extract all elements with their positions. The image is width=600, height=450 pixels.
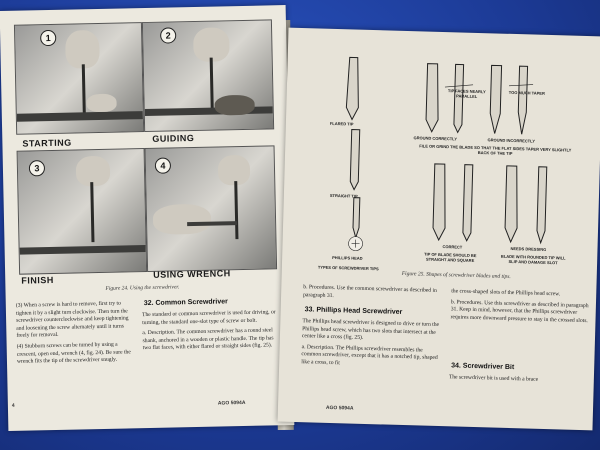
label-ground-incorrectly: GROUND INCORRECTLY [487,137,535,144]
photo-number-4: 4 [155,157,171,173]
label-straight-tip: STRAIGHT TIP [329,192,358,199]
label-correct-note: TIP OF BLADE SHOULD BE STRAIGHT AND SQUARE [424,251,477,263]
photo-starting-1 [14,22,144,135]
label-ground-correctly: GROUND CORRECTLY [413,135,458,142]
right-page [278,28,600,431]
paragraph: b. Procedures. Use this screwdriver as described in paragraph 31. Keep in mind, however, that the Phillips screwdriver requires more downward pressure to stay in the crossed slots. [450,298,589,324]
page-footer: AGO 5094A [325,404,354,412]
label-phillips-head: PHILLIPS HEAD [332,254,363,261]
figure-caption: Figure 25. Shapes of screwdriver blades and tips. [401,270,511,280]
label-tip-faces: TIP FACES NEARLY PARALLEL [447,88,486,99]
paragraph: (3) When a screw is hard to remove, first try to tighten it by a slight turn clockwise. Then turn the screwdriver counterclockwise and keep tightening and loosening the screw alternately until it turns freely for removal. [15,300,129,340]
label-needs-dressing-note: BLADE WITH ROUNDED TIP WILL SLIP AND DAMAGE SLOT [500,253,566,266]
label-too-much-taper: TOO MUCH TAPER [508,89,545,96]
photo-number-2: 2 [160,27,176,43]
paragraph: a. Description. The common screwdriver has a round steel shank, anchored in a wooden or plastic handle. The tip has two flat faces, with either flared or straight sides (fig. 25). [142,327,274,352]
paragraph: b. Procedures. Use the common screwdriver as described in paragraph 31. [303,284,437,299]
paragraph: The standard or common screwdriver is used for driving, or turning, the standard one-slot type of screw or bolt. [141,309,276,326]
figure-caption: Figure 24. Using the screwdriver. [105,284,180,292]
banner-finish: FINISH [21,274,54,286]
left-column-text [16,300,135,369]
left-page [0,5,294,431]
page-footer: AGO 5094A [217,399,246,407]
label-correct: CORRECT [442,244,463,250]
paragraph: The Phillips head screwdriver is designed to drive or turn the Phillips head screw, which has two slots that intersect at the center like a cross (fig. 25). [301,318,440,342]
paragraph: the cross-shaped slots of the Phillips head screw. [451,288,561,298]
paragraph: (4) Stubborn screws can be turned by using a crescent, open end, wrench (4, fig. 24). Be sure the wrench fits the tip of the screwdriver snugly. [16,341,131,365]
banner-starting: STARTING [22,137,72,149]
left-column-text [303,284,443,306]
section-heading: 33. Phillips Head Screwdriver [304,306,403,316]
banner-guiding: GUIDING [152,132,195,144]
right-column-text [450,288,591,328]
section-heading: 34. Screwdriver Bit [451,362,515,372]
page-number: 4 [11,402,15,409]
photo-number-1: 1 [40,30,56,46]
label-types-of-tips: TYPES OF SCREWDRIVER TIPS [317,264,379,272]
label-flared-tip: FLARED TIP [329,120,354,127]
section-heading: 32. Common Screwdriver [143,298,228,308]
right-column-text-2 [449,374,589,388]
right-column-text [142,309,281,356]
photo-number-3: 3 [29,160,45,176]
banner-using-wrench: USING WRENCH [153,268,231,280]
left-column-text-2 [301,318,442,373]
paragraph: a. Description. The Phillips screwdriver resembles the common screwdriver, except that it has a notched tip, shaped like a cross, to fit [301,343,438,367]
paragraph: The screwdriver bit is used with a brace [448,374,539,383]
label-grind-note: FILE OR GRIND THE BLADE SO THAT THE FLAT SIDES TAPER VERY SLIGHTLY BACK OF THE TIP [419,143,572,156]
label-needs-dressing: NEEDS DRESSING [510,245,547,252]
